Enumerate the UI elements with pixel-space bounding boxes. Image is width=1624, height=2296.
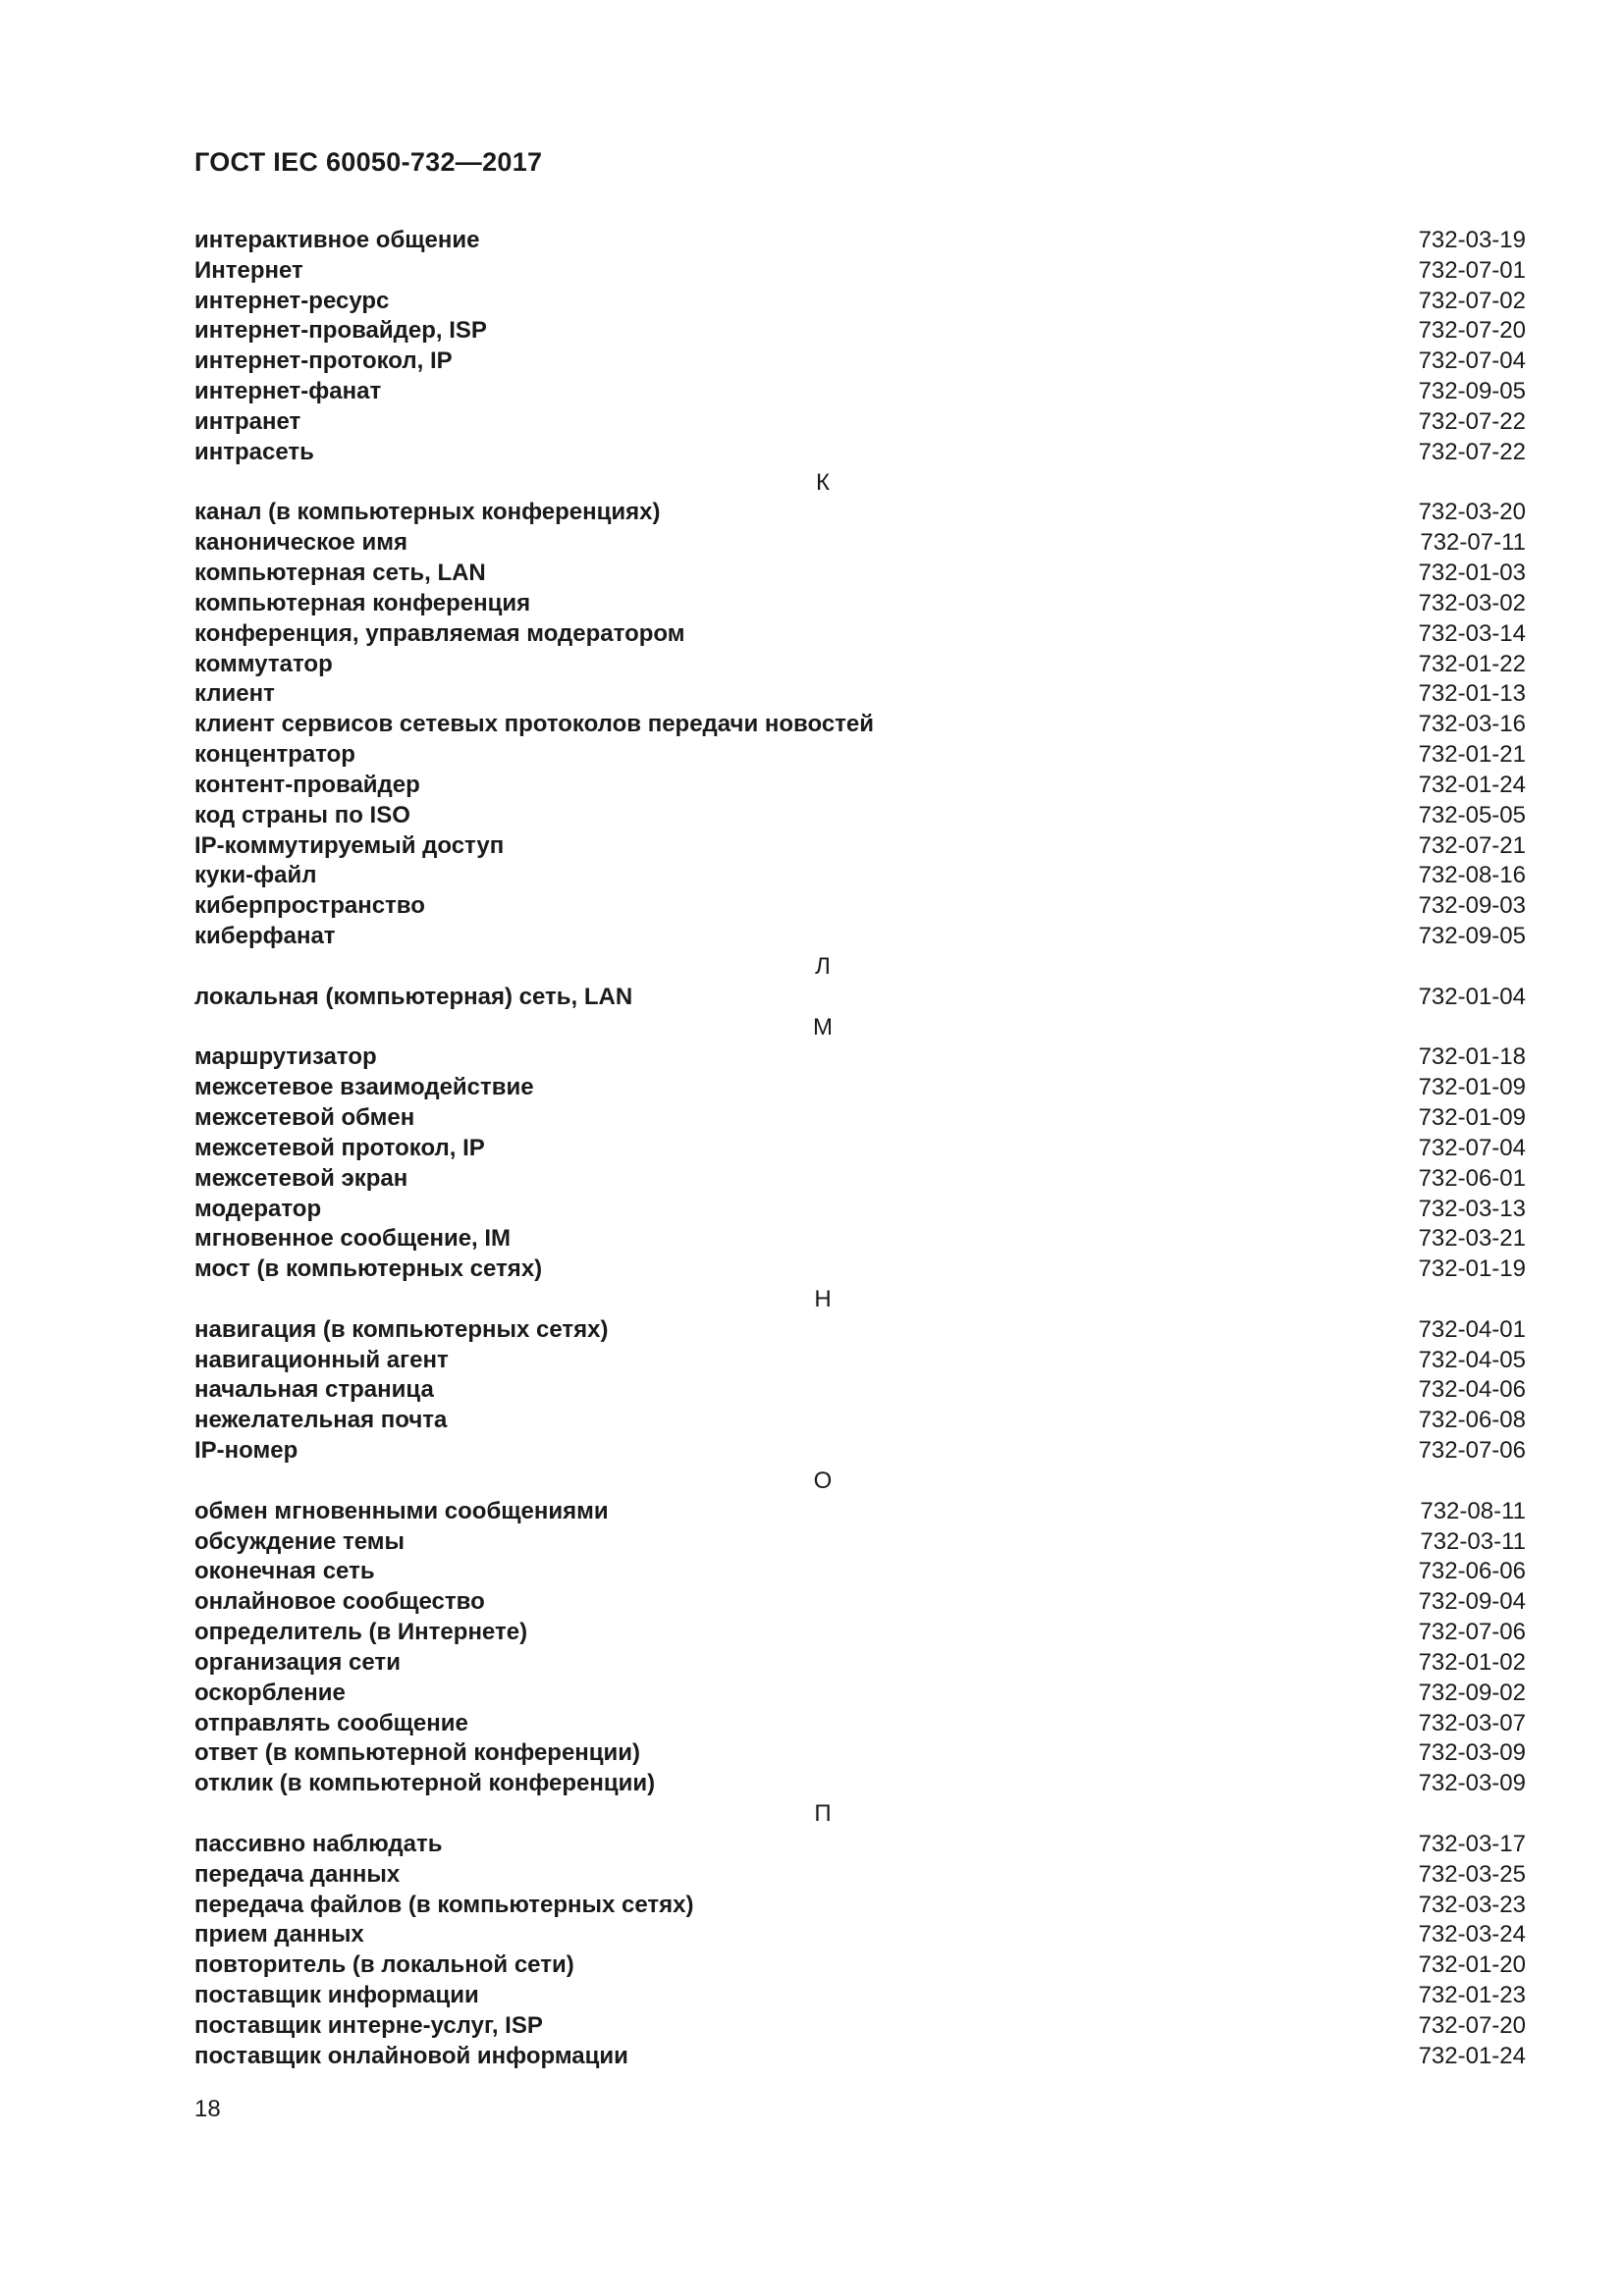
index-entry <box>194 2011 1530 2042</box>
index-letter-heading: О <box>813 1467 833 1494</box>
index-term: ответ (в компьютерной конференции) <box>194 1739 641 1767</box>
index-term-code: 732-03-07 <box>1418 1709 1526 1736</box>
index-term-code: 732-03-21 <box>1418 1225 1526 1253</box>
index-entry <box>194 1315 1530 1346</box>
index-term-code: 732-03-16 <box>1418 711 1526 738</box>
alphabetical-index <box>194 226 1530 2072</box>
index-entry <box>194 589 1530 619</box>
index-entry <box>194 377 1530 407</box>
index-term-code: 732-01-02 <box>1418 1648 1526 1676</box>
index-term: компьютерная сеть, LAN <box>194 560 486 587</box>
index-term: маршрутизатор <box>194 1043 377 1071</box>
index-term: киберпространство <box>194 892 425 920</box>
index-term-code: 732-07-06 <box>1418 1619 1526 1646</box>
index-entry <box>194 1920 1530 1950</box>
index-term-code: 732-01-03 <box>1418 560 1526 587</box>
index-entry <box>194 922 1530 952</box>
index-term: обсуждение темы <box>194 1527 406 1555</box>
index-entry <box>194 256 1530 287</box>
index-term-code: 732-07-01 <box>1418 256 1526 284</box>
index-term-code: 732-01-09 <box>1418 1074 1526 1101</box>
index-term-code: 732-03-25 <box>1418 1860 1526 1888</box>
index-term-code: 732-09-03 <box>1418 892 1526 920</box>
index-term: повторитель (в локальной сети) <box>194 1951 574 1979</box>
index-term: поставщик информации <box>194 1982 479 2009</box>
index-term: передача данных <box>194 1860 401 1888</box>
index-term-code: 732-03-24 <box>1418 1921 1526 1949</box>
index-term-code: 732-03-19 <box>1418 227 1526 253</box>
index-entry <box>194 1042 1530 1073</box>
index-term: межсетевой экран <box>194 1164 408 1192</box>
index-term: межсетевой протокол, IP <box>194 1134 485 1161</box>
index-letter-heading: П <box>814 1800 832 1828</box>
index-term-code: 732-07-02 <box>1418 287 1526 314</box>
index-term-code: 732-03-09 <box>1418 1770 1526 1797</box>
index-term: интернет-провайдер, ISP <box>194 317 487 345</box>
index-term-code: 732-08-11 <box>1420 1497 1526 1524</box>
index-entry <box>194 1587 1530 1618</box>
index-term: конференция, управляемая модератором <box>194 619 685 647</box>
index-term-code: 732-03-13 <box>1418 1195 1526 1222</box>
index-entry <box>194 1195 1530 1225</box>
index-term: пассивно наблюдать <box>194 1830 443 1857</box>
index-term-code: 732-01-19 <box>1418 1255 1526 1283</box>
index-term-code: 732-05-05 <box>1418 801 1526 828</box>
index-entry <box>194 2042 1530 2072</box>
index-term-code: 732-01-24 <box>1418 2042 1526 2069</box>
index-term: код страны по ISO <box>194 801 410 828</box>
index-entry <box>194 1346 1530 1376</box>
index-entry <box>194 710 1530 740</box>
index-entry <box>194 1618 1530 1648</box>
index-term-code: 732-09-04 <box>1418 1588 1526 1616</box>
index-term-code: 732-04-01 <box>1418 1315 1526 1343</box>
index-term: IP-коммутируемый доступ <box>194 831 505 859</box>
index-term: прием данных <box>194 1921 364 1949</box>
index-term-code: 732-03-17 <box>1418 1830 1526 1857</box>
index-term: каноническое имя <box>194 529 407 557</box>
index-entry <box>194 1557 1530 1587</box>
index-entry <box>194 226 1530 256</box>
index-term-code: 732-03-14 <box>1418 619 1526 647</box>
index-term-code: 732-01-22 <box>1418 650 1526 677</box>
index-term: коммутатор <box>194 650 333 677</box>
index-term-code: 732-06-01 <box>1418 1164 1526 1192</box>
index-entry <box>194 831 1530 862</box>
index-term: межсетевой обмен <box>194 1104 415 1132</box>
index-term-code: 732-07-04 <box>1418 1134 1526 1161</box>
index-entry <box>194 740 1530 771</box>
index-entry <box>194 771 1530 801</box>
index-term: клиент <box>194 680 275 708</box>
index-entry <box>194 1738 1530 1769</box>
index-term: локальная (компьютерная) сеть, LAN <box>194 983 633 1010</box>
index-entry <box>194 650 1530 680</box>
index-term: оконечная сеть <box>194 1558 375 1585</box>
index-term-code: 732-07-04 <box>1418 347 1526 375</box>
index-letter-heading: Н <box>814 1285 832 1312</box>
index-term-code: 732-08-16 <box>1418 862 1526 889</box>
index-term-code: 732-01-04 <box>1418 983 1526 1010</box>
index-entry <box>194 1103 1530 1134</box>
index-entry <box>194 1073 1530 1103</box>
index-term-code: 732-09-05 <box>1418 923 1526 950</box>
index-entry <box>194 1406 1530 1436</box>
index-letter-heading: М <box>813 1013 833 1041</box>
index-term: контент-провайдер <box>194 771 420 798</box>
index-entry <box>194 1860 1530 1891</box>
index-term-code: 732-09-05 <box>1418 378 1526 405</box>
index-entry <box>194 347 1530 377</box>
index-term: концентратор <box>194 741 355 769</box>
index-entry <box>194 1679 1530 1709</box>
index-term: киберфанат <box>194 923 336 950</box>
index-letter-heading: Л <box>815 952 831 980</box>
index-entry <box>194 1981 1530 2011</box>
index-term: интернет-ресурс <box>194 287 390 314</box>
index-entry <box>194 983 1530 1013</box>
index-term-code: 732-09-02 <box>1418 1679 1526 1706</box>
index-term-code: 732-07-22 <box>1418 407 1526 435</box>
index-term: организация сети <box>194 1648 401 1676</box>
index-entry <box>194 861 1530 891</box>
index-entry <box>194 498 1530 528</box>
index-term-code: 732-03-09 <box>1418 1739 1526 1767</box>
index-entry <box>194 1375 1530 1406</box>
index-term: поставщик онлайновой информации <box>194 2042 628 2069</box>
index-entry <box>194 1224 1530 1255</box>
index-term: мгновенное сообщение, IM <box>194 1225 512 1253</box>
index-entry <box>194 1497 1530 1527</box>
index-term-code: 732-06-06 <box>1418 1558 1526 1585</box>
index-term: IP-номер <box>194 1437 298 1465</box>
index-term: канал (в компьютерных конференциях) <box>194 499 661 526</box>
index-entry <box>194 1436 1530 1467</box>
index-entry <box>194 619 1530 650</box>
index-entry <box>194 1891 1530 1921</box>
index-term-code: 732-03-23 <box>1418 1891 1526 1918</box>
index-letter-heading: К <box>816 468 830 496</box>
index-term: мост (в компьютерных сетях) <box>194 1255 543 1283</box>
index-term-code: 732-07-21 <box>1418 831 1526 859</box>
index-term: интрасеть <box>194 438 314 465</box>
index-term: определитель (в Интернете) <box>194 1619 528 1646</box>
index-term: навигация (в компьютерных сетях) <box>194 1315 609 1343</box>
index-term-code: 732-01-24 <box>1418 771 1526 798</box>
index-entry <box>194 1769 1530 1799</box>
index-term: интранет <box>194 407 301 435</box>
index-entry <box>194 801 1530 831</box>
index-term: отклик (в компьютерной конференции) <box>194 1770 656 1797</box>
index-entry <box>194 1950 1530 1981</box>
index-entry <box>194 1709 1530 1739</box>
index-term-code: 732-01-21 <box>1418 741 1526 769</box>
index-term: онлайновое сообщество <box>194 1588 485 1616</box>
index-term-code: 732-03-11 <box>1420 1527 1526 1555</box>
index-entry <box>194 679 1530 710</box>
index-term: Интернет <box>194 256 303 284</box>
index-term: клиент сервисов сетевых протоколов передачи новостей <box>194 711 875 738</box>
index-term-code: 732-07-06 <box>1418 1437 1526 1465</box>
index-term: оскорбление <box>194 1679 346 1706</box>
index-entry <box>194 1830 1530 1860</box>
index-term-code: 732-03-02 <box>1418 589 1526 616</box>
index-term-code: 732-01-09 <box>1418 1104 1526 1132</box>
index-term-code: 732-07-22 <box>1418 438 1526 465</box>
index-term: интернет-фанат <box>194 378 382 405</box>
index-term: нежелательная почта <box>194 1407 448 1434</box>
index-term-code: 732-04-06 <box>1418 1376 1526 1404</box>
index-term: передача файлов (в компьютерных сетях) <box>194 1891 694 1918</box>
index-term: поставщик интерне-услуг, ISP <box>194 2011 543 2039</box>
document-header: ГОСТ IEC 60050-732—2017 <box>194 147 543 177</box>
index-entry <box>194 1134 1530 1164</box>
index-term-code: 732-01-13 <box>1418 680 1526 708</box>
index-term: интернет-протокол, IP <box>194 347 453 375</box>
index-term-code: 732-06-08 <box>1418 1407 1526 1434</box>
index-term-code: 732-03-20 <box>1418 499 1526 526</box>
index-entry <box>194 559 1530 589</box>
index-entry <box>194 316 1530 347</box>
index-term: компьютерная конференция <box>194 589 531 616</box>
index-entry <box>194 528 1530 559</box>
index-term: куки-файл <box>194 862 317 889</box>
index-term: навигационный агент <box>194 1346 449 1373</box>
index-term: модератор <box>194 1195 322 1222</box>
index-entry <box>194 287 1530 317</box>
index-term-code: 732-01-23 <box>1418 1982 1526 2009</box>
index-term-code: 732-04-05 <box>1418 1346 1526 1373</box>
index-term-code: 732-07-11 <box>1420 529 1526 557</box>
index-entry <box>194 407 1530 438</box>
index-term: интерактивное общение <box>194 227 480 253</box>
page-number: 18 <box>194 2096 221 2122</box>
index-entry <box>194 1648 1530 1679</box>
index-term: отправлять сообщение <box>194 1709 468 1736</box>
index-entry <box>194 1164 1530 1195</box>
index-entry <box>194 891 1530 922</box>
index-term: межсетевое взаимодействие <box>194 1074 534 1101</box>
index-term-code: 732-01-18 <box>1418 1043 1526 1071</box>
index-entry <box>194 1527 1530 1558</box>
index-term: обмен мгновенными сообщениями <box>194 1497 609 1524</box>
index-term: начальная страница <box>194 1376 434 1404</box>
index-entry <box>194 1255 1530 1285</box>
index-term-code: 732-01-20 <box>1418 1951 1526 1979</box>
index-entry <box>194 438 1530 468</box>
index-term-code: 732-07-20 <box>1418 317 1526 345</box>
index-term-code: 732-07-20 <box>1418 2011 1526 2039</box>
